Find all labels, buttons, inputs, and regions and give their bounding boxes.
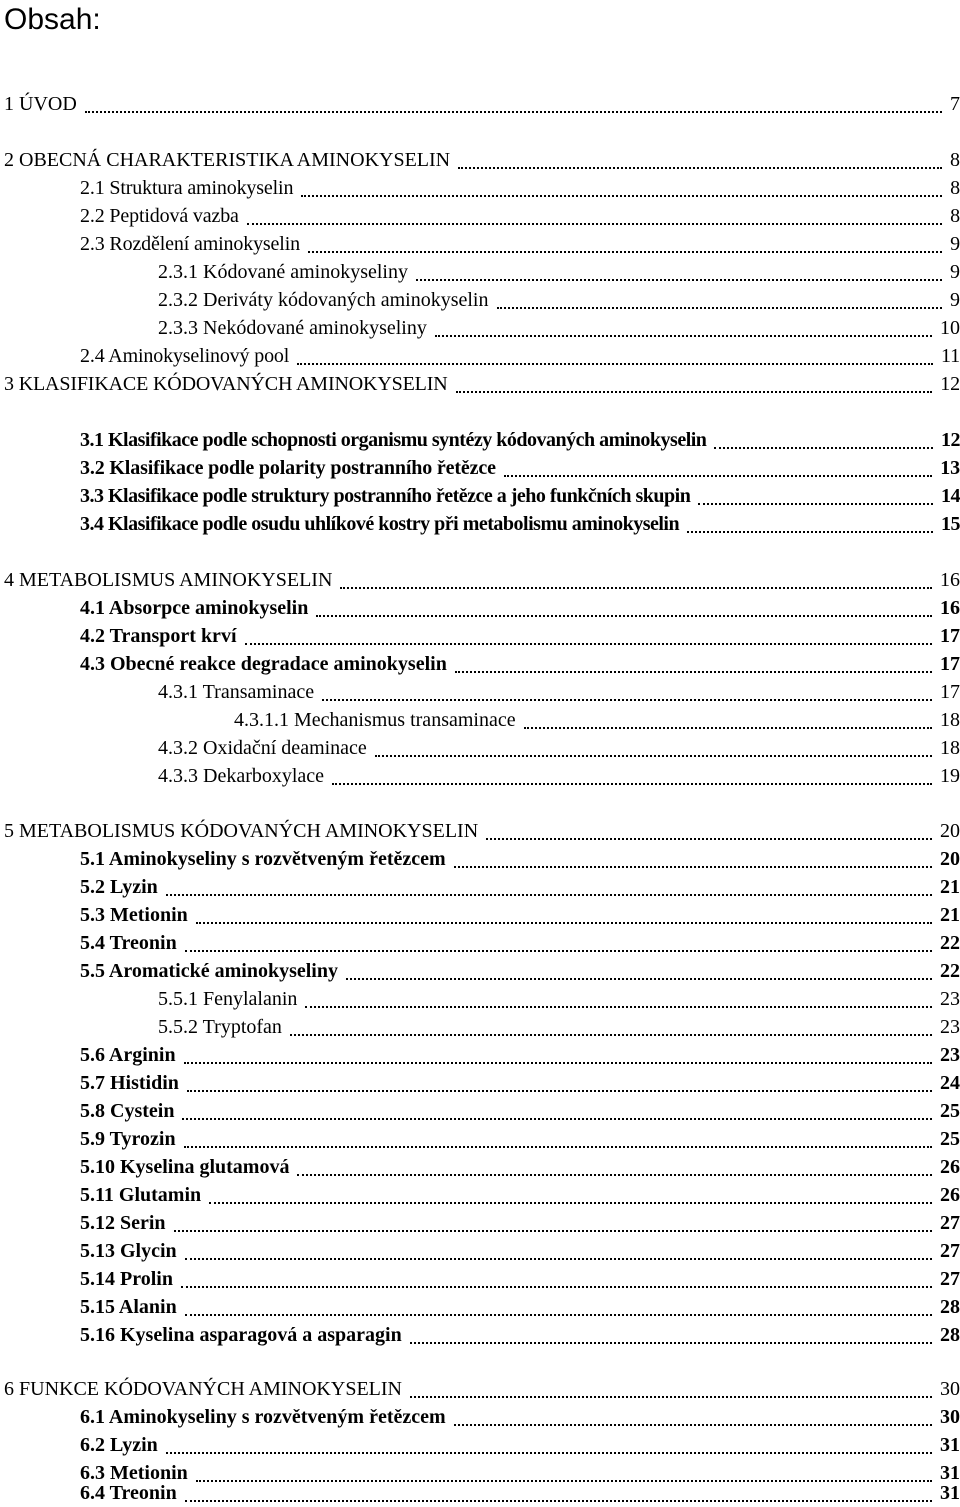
toc-entry-label: 5.5.2 Tryptofan [158,1016,282,1038]
toc-entry-label: 6 FUNKCE KÓDOVANÝCH AMINOKYSELIN [4,1378,402,1400]
toc-entry-page: 8 [950,177,960,199]
toc-entry-page: 9 [950,289,960,311]
toc-entry[interactable] [80,1476,960,1504]
dot-leader [714,447,933,449]
toc-entry[interactable] [158,283,960,311]
dot-leader [209,1202,932,1204]
toc-entry-label: 4.3 Obecné reakce degradace aminokyselin [80,653,447,675]
dot-leader [182,1118,932,1120]
toc-entry-page: 23 [940,1044,960,1066]
toc-entry-page: 21 [940,876,960,898]
dot-leader [196,922,932,924]
toc-entry-page: 24 [940,1072,960,1094]
dot-leader [297,363,933,365]
toc-entry-page: 26 [940,1156,960,1178]
toc-entry-page: 30 [940,1406,960,1428]
toc-entry-page: 14 [941,485,960,507]
toc-entry-label: 3.1 Klasifikace podle schopnosti organismu syntézy kódovaných aminokyselin [80,429,707,451]
toc-entry-label: 4.2 Transport krví [80,625,237,647]
toc-entry-page: 17 [940,625,960,647]
toc-entry[interactable] [80,227,960,255]
dot-leader [504,475,933,477]
dot-leader [185,1500,932,1502]
toc-entry-label: 6.2 Lyzin [80,1434,158,1456]
dot-leader [166,1452,932,1454]
toc-entry-label: 5.12 Serin [80,1212,166,1234]
toc-entry-page: 20 [940,820,960,842]
toc-entry-label: 5.13 Glycin [80,1240,177,1262]
toc-entry-page: 10 [940,317,960,339]
toc-entry-label: 4.3.1 Transaminace [158,681,315,703]
toc-entry-label: 5.8 Cystein [80,1100,175,1122]
dot-leader [454,1424,932,1426]
toc-entry-page: 15 [941,513,960,535]
toc-entry-label: 6.1 Aminokyseliny s rozvětveným řetězcem [80,1406,446,1428]
toc-entry[interactable] [80,870,960,898]
toc-entry-label: 3.2 Klasifikace podle polarity postranního řetězce [80,457,496,479]
toc-entry-label: 2.1 Struktura aminokyselin [80,177,294,199]
dot-leader [375,755,932,757]
toc-entry-page: 25 [940,1128,960,1150]
toc-entry-label: 5 METABOLISMUS KÓDOVANÝCH AMINOKYSELIN [4,820,479,842]
toc-entry-label: 4.3.1.1 Mechanismus transaminace [234,709,516,731]
toc-entry[interactable] [158,759,960,787]
toc-entry-page: 12 [941,429,960,451]
toc-entry-page: 22 [940,932,960,954]
dot-leader [301,195,942,197]
dot-leader [416,279,942,281]
dot-leader [497,307,943,309]
toc-entry[interactable] [80,339,960,367]
toc-entry[interactable] [158,675,960,703]
dot-leader [524,727,932,729]
toc-entry-page: 19 [940,765,960,787]
toc-entry-page: 25 [940,1100,960,1122]
toc-entry[interactable] [80,1234,960,1262]
toc-entry-label: 2.3.2 Deriváty kódovaných aminokyselin [158,289,489,311]
toc-entry-page: 18 [940,709,960,731]
dot-leader [290,1034,932,1036]
toc-entry-page: 23 [940,1016,960,1038]
dot-leader [322,699,932,701]
toc-entry-page: 27 [940,1240,960,1262]
dot-leader [247,223,942,225]
page-title: Obsah: [4,3,101,36]
toc-entry-label: 5.5.1 Fenylalanin [158,988,298,1010]
dot-leader [316,615,932,617]
toc-entry-label: 4.3.2 Oxidační deaminace [158,737,367,759]
toc-entry[interactable] [80,619,960,647]
toc-entry-label: 5.3 Metionin [80,904,188,926]
dot-leader [410,1396,932,1398]
toc-entry-page: 11 [941,345,960,367]
toc-entry-page: 20 [940,848,960,870]
toc-entry[interactable] [158,311,960,339]
toc-entry-page: 31 [940,1482,960,1504]
toc-entry[interactable] [80,423,960,451]
toc-entry-page: 8 [950,149,960,171]
dot-leader [435,335,932,337]
toc-entry[interactable] [80,1178,960,1206]
toc-entry-page: 16 [940,569,960,591]
toc-entry[interactable] [80,647,960,675]
dot-leader [184,1062,932,1064]
toc-entry-label: 5.9 Tyrozin [80,1128,176,1150]
toc-entry-label: 1 ÚVOD [4,93,77,115]
toc-entry-page: 27 [940,1268,960,1290]
toc-entry[interactable] [80,1262,960,1290]
toc-entry-label: 5.15 Alanin [80,1296,177,1318]
toc-entry[interactable] [4,563,960,591]
toc-entry[interactable] [4,87,960,115]
dot-leader [456,391,933,393]
toc-entry-page: 7 [950,93,960,115]
toc-entry-label: 5.2 Lyzin [80,876,158,898]
toc-entry[interactable] [80,1038,960,1066]
dot-leader [184,1146,932,1148]
toc-entry[interactable] [80,842,960,870]
toc-entry-page: 31 [940,1434,960,1456]
toc-entry-label: 3 KLASIFIKACE KÓDOVANÝCH AMINOKYSELIN [4,373,448,395]
toc-entry-label: 6.3 Metionin [80,1462,188,1484]
toc-entry[interactable] [158,731,960,759]
toc-entry[interactable] [80,1206,960,1234]
toc-entry-label: 2 OBECNÁ CHARAKTERISTIKA AMINOKYSELIN [4,149,451,171]
toc-entry[interactable] [80,1318,960,1346]
toc-entry-label: 5.11 Glutamin [80,1184,202,1206]
toc-entry[interactable] [158,255,960,283]
dot-leader [332,783,932,785]
dot-leader [340,587,932,589]
toc-entry[interactable] [234,703,960,731]
toc-entry-page: 18 [940,737,960,759]
dot-leader [308,251,942,253]
toc-entry[interactable] [4,1372,960,1400]
dot-leader [181,1286,932,1288]
toc-entry[interactable] [80,1122,960,1150]
toc-entry-label: 5.4 Treonin [80,932,177,954]
toc-entry[interactable] [4,814,960,842]
toc-entry-label: 5.1 Aminokyseliny s rozvětveným řetězcem [80,848,446,870]
toc-entry[interactable] [80,199,960,227]
toc-entry[interactable] [80,926,960,954]
dot-leader [85,111,942,113]
toc-entry-page: 28 [940,1324,960,1346]
dot-leader [346,978,932,980]
dot-leader [166,894,932,896]
toc-entry[interactable] [80,451,960,479]
dot-leader [297,1174,932,1176]
toc-entry[interactable] [158,982,960,1010]
toc-entry-label: 4 METABOLISMUS AMINOKYSELIN [4,569,333,591]
toc-entry-label: 2.3.1 Kódované aminokyseliny [158,261,408,283]
toc-entry[interactable] [80,1290,960,1318]
toc-entry[interactable] [80,898,960,926]
toc-entry[interactable] [80,1066,960,1094]
dot-leader [687,531,933,533]
toc-entry-page: 31 [940,1462,960,1484]
toc-entry-page: 12 [940,373,960,395]
dot-leader [486,838,932,840]
toc-entry[interactable] [158,1010,960,1038]
toc-entry[interactable] [80,171,960,199]
dot-leader [245,643,933,645]
toc-entry-label: 2.3 Rozdělení aminokyselin [80,233,300,255]
toc-entry-page: 17 [940,653,960,675]
toc-entry[interactable] [80,1400,960,1428]
toc-entry[interactable] [80,591,960,619]
toc-entry-page: 22 [940,960,960,982]
toc-entry-page: 9 [950,261,960,283]
toc-entry-label: 2.2 Peptidová vazba [80,205,239,227]
dot-leader [454,866,932,868]
toc-entry[interactable] [80,479,960,507]
toc-entry-page: 8 [950,205,960,227]
dot-leader [185,1258,932,1260]
toc-entry-page: 26 [940,1184,960,1206]
toc-entry[interactable] [80,1094,960,1122]
dot-leader [174,1230,932,1232]
toc-entry-label: 3.3 Klasifikace podle struktury postranního řetězce a jeho funkčních skupin [80,485,691,507]
toc-entry-page: 9 [950,233,960,255]
toc-entry-page: 23 [940,988,960,1010]
toc-entry-page: 28 [940,1296,960,1318]
toc-entry-page: 16 [940,597,960,619]
toc-entry-label: 2.4 Aminokyselinový pool [80,345,290,367]
toc-entry-label: 6.4 Treonin [80,1482,177,1504]
dot-leader [305,1006,932,1008]
toc-entry-label: 5.7 Histidin [80,1072,179,1094]
toc-entry[interactable] [4,367,960,395]
toc-entry-label: 4.3.3 Dekarboxylace [158,765,325,787]
toc-entry-label: 5.5 Aromatické aminokyseliny [80,960,338,982]
toc-entry[interactable] [80,1428,960,1456]
toc-entry-label: 5.14 Prolin [80,1268,173,1290]
toc-entry-label: 5.6 Arginin [80,1044,176,1066]
dot-leader [185,950,932,952]
toc-entry-page: 21 [940,904,960,926]
dot-leader [187,1090,932,1092]
dot-leader [458,167,942,169]
toc-entry-label: 3.4 Klasifikace podle osudu uhlíkové kostry při metabolismu aminokyselin [80,513,680,535]
toc-entry-label: 5.10 Kyselina glutamová [80,1156,290,1178]
toc-entry[interactable] [80,507,960,535]
toc-entry-label: 2.3.3 Nekódované aminokyseliny [158,317,427,339]
toc-entry-page: 30 [940,1378,960,1400]
toc-entry[interactable] [4,143,960,171]
toc-entry-page: 27 [940,1212,960,1234]
toc-entry-page: 13 [940,457,960,479]
toc-entry[interactable] [80,1150,960,1178]
dot-leader [185,1314,932,1316]
toc-entry-label: 5.16 Kyselina asparagová a asparagin [80,1324,402,1346]
dot-leader [455,671,932,673]
toc-entry[interactable] [80,954,960,982]
toc-entry-page: 17 [940,681,960,703]
dot-leader [410,1342,932,1344]
toc-entry-label: 4.1 Absorpce aminokyselin [80,597,309,619]
dot-leader [698,503,933,505]
